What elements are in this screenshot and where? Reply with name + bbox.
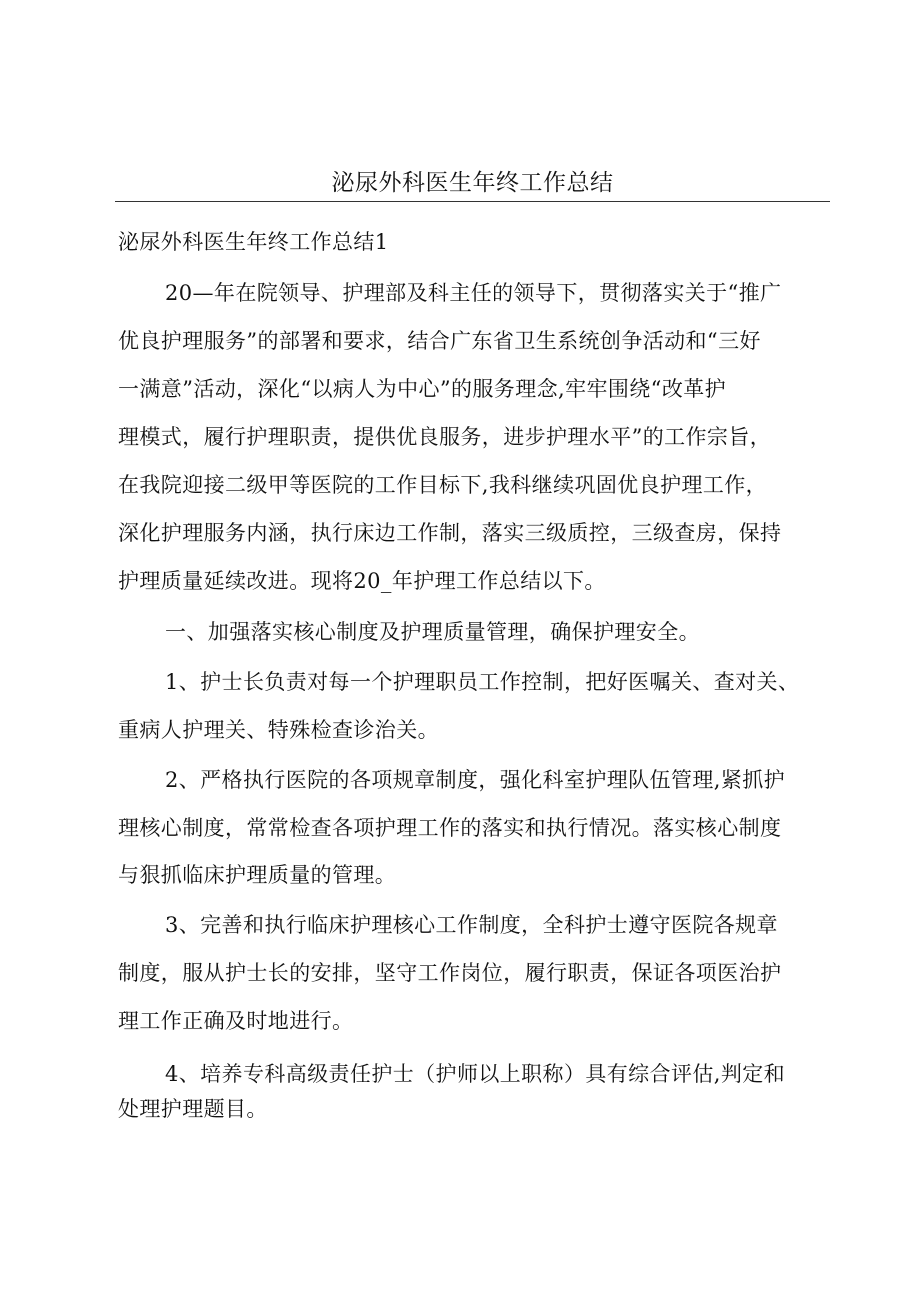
paragraph-line: 与狠抓临床护理质量的管理。 [118, 863, 397, 887]
paragraph-line: 深化护理服务内涵，执行床边工作制，落实三级质控，三级查房，保持 [118, 521, 782, 545]
paragraph-line: 理核心制度，常常检查各项护理工作的落实和执行情况。落实核心制度 [118, 816, 782, 840]
paragraph-line: 2、严格执行医院的各项规章制度，强化科室护理队伍管理,紧抓护 [165, 768, 786, 792]
paragraph-line: 制度，服从护士长的安排，坚守工作岗位，履行职责，保证各项医治护 [118, 961, 782, 985]
paragraph-line: 一满意”活动，深化“以病人为中心”的服务理念,牢牢围绕“改革护 [118, 377, 727, 401]
paragraph-line: 优良护理服务”的部署和要求，结合广东省卫生系统创争活动和“三好 [118, 329, 761, 353]
paragraph-line: 一、加强落实核心制度及护理质量管理，确保护理安全。 [165, 620, 700, 644]
paragraph-line: 处理护理题目。 [118, 1097, 268, 1121]
title-underline [115, 201, 830, 202]
paragraph-line: 在我院迎接二级甲等医院的工作目标下,我科继续巩固优良护理工作， [118, 473, 768, 497]
paragraph-line: 1、护士长负责对每一个护理职员工作控制，把好医嘱关、查对关、 [165, 670, 800, 694]
paragraph-line: 20—年在院领导、护理部及科主任的领导下，贯彻落实关于“推广 [165, 281, 782, 305]
paragraph-line: 理模式，履行护理职责，提供优良服务，进步护理水平”的工作宗旨， [118, 425, 772, 449]
paragraph-line: 重病人护理关、特殊检查诊治关。 [118, 718, 439, 742]
paragraph-line: 4、培养专科高级责任护士（护师以上职称）具有综合评估,判定和 [165, 1062, 786, 1086]
document-title: 泌尿外科医生年终工作总结 [331, 170, 614, 196]
paragraph-line: 理工作正确及时地进行。 [118, 1009, 354, 1033]
section-heading: 泌尿外科医生年终工作总结1 [118, 230, 389, 254]
paragraph-line: 护理质量延续改进。现将20_年护理工作总结以下。 [118, 569, 606, 593]
paragraph-line: 3、完善和执行临床护理核心工作制度，全科护士遵守医院各规章 [165, 913, 778, 937]
